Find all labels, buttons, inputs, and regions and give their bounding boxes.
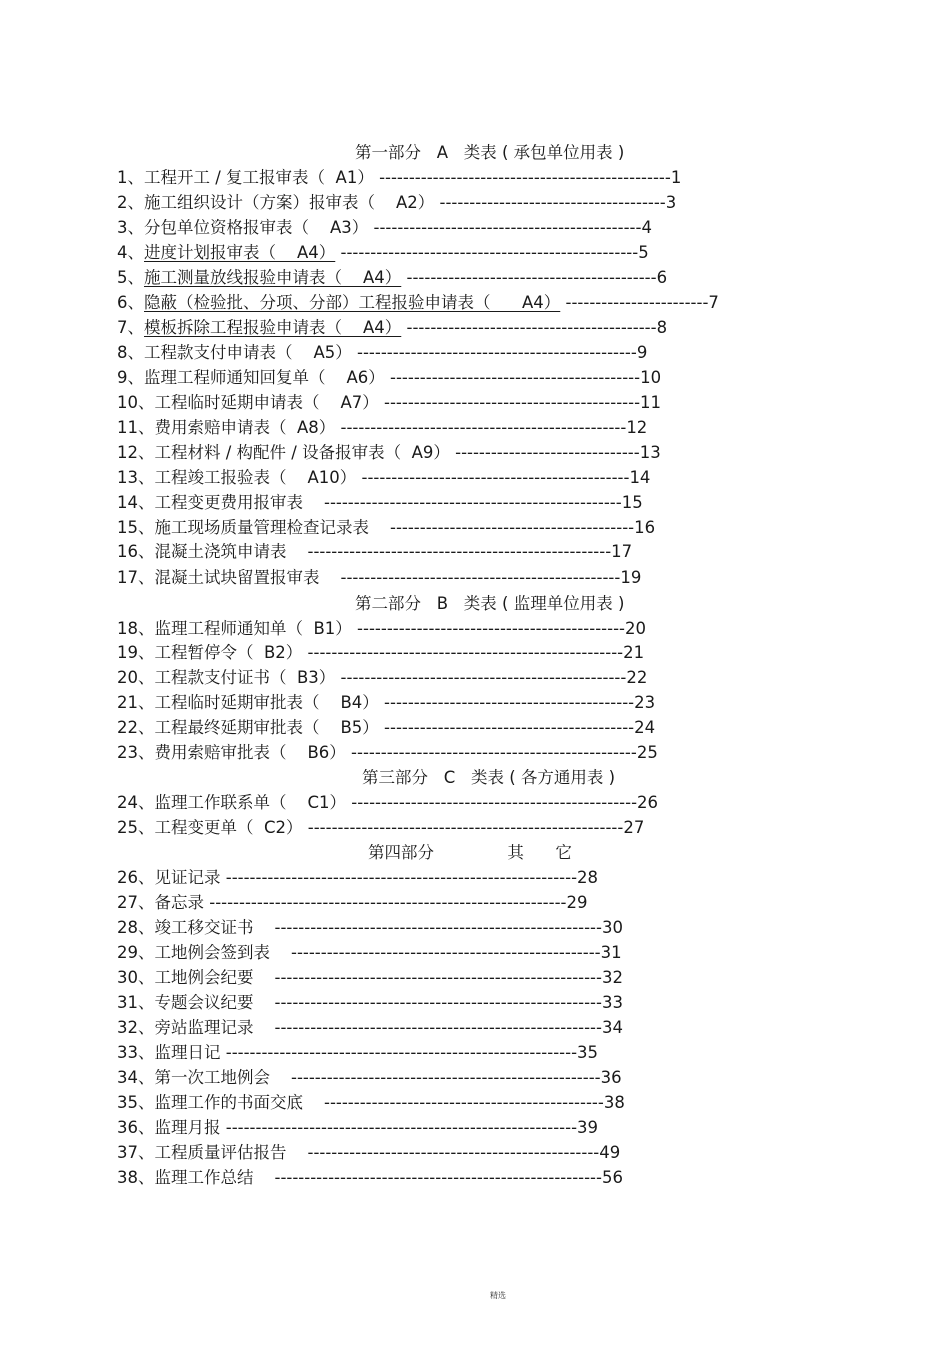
- entry-title: 监理工程师通知单（ B1）: [154, 619, 352, 638]
- toc-entry[interactable]: [117, 568, 641, 588]
- entry-page-number: 34: [601, 1018, 623, 1037]
- entry-page-number: 16: [634, 518, 656, 537]
- entry-title: 工程材料 / 构配件 / 设备报审表（ A9）: [154, 443, 450, 462]
- toc-entry[interactable]: [117, 1018, 623, 1038]
- entry-title: 工程款支付申请表（ A5）: [144, 343, 352, 362]
- dot-leader: ------------------------------------------: [401, 268, 657, 287]
- dot-leader: -------------------------------------------: [378, 393, 641, 412]
- entry-title: 工程暂停令（ B2）: [154, 643, 303, 662]
- entry-title: 旁站监理记录: [154, 1018, 270, 1037]
- entry-page-number: 35: [577, 1043, 599, 1062]
- entry-number: 34、: [117, 1068, 155, 1087]
- dot-leader: ------------------------------------------: [401, 318, 657, 337]
- section-heading: 第四部分 其 它: [368, 843, 572, 862]
- entry-number: 5、: [117, 268, 144, 287]
- dot-leader: ----------------------------------------------------: [285, 1068, 601, 1087]
- toc-entry[interactable]: [117, 718, 655, 738]
- entry-number: 26、: [117, 868, 155, 887]
- entry-page-number: 7: [708, 293, 719, 312]
- toc-entry[interactable]: [117, 993, 623, 1013]
- entry-title: 进度计划报审表（ A4）: [144, 243, 336, 262]
- entry-number: 23、: [117, 743, 155, 762]
- entry-page-number: 6: [656, 268, 668, 287]
- entry-page-number: 14: [629, 468, 651, 487]
- dot-leader: -----------------------------------------------------: [302, 818, 624, 837]
- dot-leader: ------------------------------------------------: [335, 668, 627, 687]
- toc-entry[interactable]: [117, 893, 587, 913]
- entry-title: 工程变更单（ C2）: [154, 818, 303, 837]
- toc-entry[interactable]: [117, 168, 681, 188]
- entry-page-number: 1: [670, 168, 682, 187]
- entry-title: 工程变更费用报审表: [154, 493, 319, 512]
- entry-page-number: 26: [637, 793, 659, 812]
- dot-leader: -------------------------------------------------------: [269, 968, 602, 987]
- toc-entry[interactable]: [117, 493, 643, 513]
- dot-leader: -----------------------------------------: [384, 518, 635, 537]
- entry-page-number: 28: [577, 868, 599, 887]
- toc-entry[interactable]: [117, 318, 667, 338]
- dot-leader: ---------------------------------------------------: [302, 542, 612, 561]
- entry-number: 10、: [117, 393, 155, 412]
- entry-number: 28、: [117, 918, 155, 937]
- entry-number: 21、: [117, 693, 155, 712]
- dot-leader: -----------------------------------------------: [351, 343, 637, 362]
- toc-entry[interactable]: [117, 218, 652, 238]
- dot-leader: -------------------------------------------------: [373, 168, 671, 187]
- entry-number: 4、: [117, 243, 144, 262]
- entry-page-number: 9: [636, 343, 648, 362]
- toc-entry[interactable]: [117, 868, 598, 888]
- toc-entry[interactable]: [117, 468, 650, 488]
- entry-number: 29、: [117, 943, 155, 962]
- entry-title: 施工现场质量管理检查记录表: [154, 518, 385, 537]
- entry-number: 36、: [117, 1118, 155, 1137]
- entry-page-number: 36: [600, 1068, 622, 1087]
- entry-title: 隐蔽（检验批、分项、分部）工程报验申请表（ A4）: [144, 293, 561, 312]
- entry-title: 专题会议纪要: [154, 993, 270, 1012]
- toc-entry[interactable]: [117, 1168, 623, 1188]
- dot-leader: --------------------------------------------------: [335, 243, 639, 262]
- section-heading: 第二部分 B 类表 ( 监理单位用表 ): [355, 594, 625, 613]
- entry-title: 分包单位资格报审表（ A3）: [144, 218, 369, 237]
- entry-number: 11、: [117, 418, 155, 437]
- dot-leader: -----------------------------------------------------------: [220, 1118, 578, 1137]
- toc-entry[interactable]: [117, 418, 647, 438]
- entry-title: 监理日记: [154, 1043, 221, 1062]
- toc-entry[interactable]: [117, 818, 644, 838]
- entry-title: 监理月报: [154, 1118, 221, 1137]
- entry-page-number: 29: [566, 893, 588, 912]
- dot-leader: --------------------------------------: [434, 193, 666, 212]
- entry-title: 竣工移交证书: [154, 918, 270, 937]
- entry-page-number: 22: [626, 668, 648, 687]
- toc-entry[interactable]: [117, 643, 644, 663]
- section-heading: 第一部分 A 类表 ( 承包单位用表 ): [355, 143, 625, 162]
- entry-number: 9、: [117, 368, 144, 387]
- dot-leader: ------------------------------------------------: [335, 418, 627, 437]
- entry-title: 工地例会纪要: [154, 968, 270, 987]
- dot-leader: ------------------------------------------: [384, 368, 641, 387]
- entry-title: 费用索赔审批表（ B6）: [154, 743, 346, 762]
- entry-number: 19、: [117, 643, 155, 662]
- entry-number: 8、: [117, 343, 144, 362]
- entry-page-number: 39: [577, 1118, 599, 1137]
- dot-leader: ---------------------------------------------: [368, 218, 642, 237]
- entry-number: 30、: [117, 968, 155, 987]
- entry-title: 模板拆除工程报验申请表（ A4）: [144, 318, 402, 337]
- entry-number: 14、: [117, 493, 155, 512]
- toc-entry[interactable]: [117, 268, 667, 288]
- entry-title: 第一次工地例会: [154, 1068, 286, 1087]
- dot-leader: -----------------------------------------------------: [302, 643, 624, 662]
- entry-title: 工程临时延期申请表（ A7）: [154, 393, 379, 412]
- entry-title: 施工组织设计（方案）报审表（ A2）: [144, 193, 435, 212]
- dot-leader: --------------------------------------------------: [318, 493, 622, 512]
- entry-number: 33、: [117, 1043, 155, 1062]
- toc-entry[interactable]: [117, 1143, 620, 1163]
- entry-number: 22、: [117, 718, 155, 737]
- toc-entry[interactable]: [117, 193, 676, 213]
- toc-entry[interactable]: [117, 918, 623, 938]
- toc-entry[interactable]: [117, 943, 622, 963]
- entry-number: 3、: [117, 218, 144, 237]
- entry-page-number: 49: [599, 1143, 621, 1162]
- toc-entry[interactable]: [117, 518, 655, 538]
- entry-number: 38、: [117, 1168, 155, 1187]
- entry-page-number: 15: [621, 493, 643, 512]
- toc-entry[interactable]: [117, 1118, 598, 1138]
- entry-title: 混凝土试块留置报审表: [154, 568, 336, 587]
- entry-number: 37、: [117, 1143, 155, 1162]
- entry-page-number: 3: [665, 193, 677, 212]
- entry-title: 监理工作的书面交底: [154, 1093, 319, 1112]
- entry-number: 27、: [117, 893, 155, 912]
- entry-title: 混凝土浇筑申请表: [154, 542, 303, 561]
- entry-title: 工程开工 / 复工报审表（ A1）: [144, 168, 374, 187]
- dot-leader: ------------------------------------------: [378, 718, 635, 737]
- toc-entry[interactable]: [117, 243, 649, 263]
- entry-number: 13、: [117, 468, 155, 487]
- entry-page-number: 13: [639, 443, 661, 462]
- section-heading: 第三部分 C 类表 ( 各方通用表 ): [362, 768, 616, 787]
- dot-leader: -------------------------------: [449, 443, 640, 462]
- entry-title: 工程最终延期审批表（ B5）: [154, 718, 379, 737]
- dot-leader: ------------------------: [560, 293, 709, 312]
- entry-page-number: 8: [656, 318, 668, 337]
- entry-page-number: 31: [600, 943, 622, 962]
- entry-title: 施工测量放线报验申请表（ A4）: [144, 268, 402, 287]
- entry-number: 2、: [117, 193, 144, 212]
- dot-leader: -------------------------------------------------: [302, 1143, 600, 1162]
- entry-page-number: 30: [601, 918, 623, 937]
- toc-entry[interactable]: [117, 343, 647, 363]
- entry-number: 16、: [117, 542, 155, 561]
- dot-leader: ---------------------------------------------: [356, 468, 630, 487]
- toc-entry[interactable]: [117, 743, 658, 763]
- toc-entry[interactable]: [117, 1093, 625, 1113]
- entry-page-number: 12: [626, 418, 648, 437]
- entry-title: 见证记录: [154, 868, 221, 887]
- dot-leader: -----------------------------------------------------------: [220, 1043, 578, 1062]
- entry-title: 备忘录: [154, 893, 204, 912]
- entry-page-number: 21: [623, 643, 645, 662]
- entry-page-number: 56: [601, 1168, 623, 1187]
- entry-page-number: 25: [636, 743, 658, 762]
- entry-number: 31、: [117, 993, 155, 1012]
- toc-entry[interactable]: [117, 443, 661, 463]
- dot-leader: -------------------------------------------------------: [269, 918, 602, 937]
- entry-title: 监理工程师通知回复单（ A6）: [144, 368, 385, 387]
- entry-page-number: 24: [634, 718, 656, 737]
- entry-number: 32、: [117, 1018, 155, 1037]
- dot-leader: ----------------------------------------------------: [285, 943, 601, 962]
- entry-page-number: 10: [640, 368, 662, 387]
- entry-page-number: 11: [640, 393, 662, 412]
- entry-number: 35、: [117, 1093, 155, 1112]
- entry-title: 监理工作总结: [154, 1168, 270, 1187]
- dot-leader: ------------------------------------------------------------: [204, 893, 567, 912]
- dot-leader: -------------------------------------------------------: [269, 1018, 602, 1037]
- entry-number: 15、: [117, 518, 155, 537]
- toc-entry[interactable]: [117, 619, 646, 639]
- dot-leader: -------------------------------------------------------: [269, 1168, 602, 1187]
- entry-page-number: 32: [601, 968, 623, 987]
- toc-entry[interactable]: [117, 293, 719, 313]
- toc-entry[interactable]: [117, 968, 623, 988]
- entry-number: 1、: [117, 168, 144, 187]
- entry-page-number: 19: [620, 568, 642, 587]
- entry-number: 17、: [117, 568, 155, 587]
- entry-number: 12、: [117, 443, 155, 462]
- entry-title: 工程竣工报验表（ A10）: [154, 468, 357, 487]
- dot-leader: -----------------------------------------------: [335, 568, 621, 587]
- entry-page-number: 38: [603, 1093, 625, 1112]
- entry-page-number: 20: [624, 619, 646, 638]
- entry-title: 工程质量评估报告: [154, 1143, 303, 1162]
- dot-leader: ------------------------------------------------: [345, 743, 637, 762]
- toc-entry[interactable]: [117, 1068, 622, 1088]
- entry-number: 20、: [117, 668, 155, 687]
- toc-entry[interactable]: [117, 793, 658, 813]
- toc-entry[interactable]: [117, 393, 661, 413]
- dot-leader: ------------------------------------------: [378, 693, 635, 712]
- dot-leader: ---------------------------------------------: [351, 619, 625, 638]
- page-footer: 精选: [490, 1291, 506, 1300]
- dot-leader: -------------------------------------------------------: [269, 993, 602, 1012]
- entry-page-number: 17: [611, 542, 633, 561]
- entry-page-number: 5: [638, 243, 649, 262]
- toc-entry[interactable]: [117, 1043, 598, 1063]
- entry-page-number: 33: [601, 993, 623, 1012]
- entry-number: 6、: [117, 293, 144, 312]
- toc-entry[interactable]: [117, 542, 632, 562]
- entry-page-number: 27: [623, 818, 645, 837]
- entry-title: 工程款支付证书（ B3）: [154, 668, 336, 687]
- entry-title: 工地例会签到表: [154, 943, 286, 962]
- entry-number: 24、: [117, 793, 155, 812]
- entry-number: 7、: [117, 318, 144, 337]
- toc-entry[interactable]: [117, 693, 655, 713]
- entry-page-number: 23: [634, 693, 656, 712]
- entry-page-number: 4: [641, 218, 652, 237]
- entry-title: 工程临时延期审批表（ B4）: [154, 693, 379, 712]
- toc-entry[interactable]: [117, 368, 661, 388]
- entry-title: 监理工作联系单（ C1）: [154, 793, 346, 812]
- dot-leader: -----------------------------------------------: [318, 1093, 604, 1112]
- entry-number: 25、: [117, 818, 155, 837]
- entry-title: 费用索赔申请表（ A8）: [154, 418, 336, 437]
- toc-entry[interactable]: [117, 668, 647, 688]
- dot-leader: ------------------------------------------------: [346, 793, 638, 812]
- entry-number: 18、: [117, 619, 155, 638]
- dot-leader: -----------------------------------------------------------: [220, 868, 578, 887]
